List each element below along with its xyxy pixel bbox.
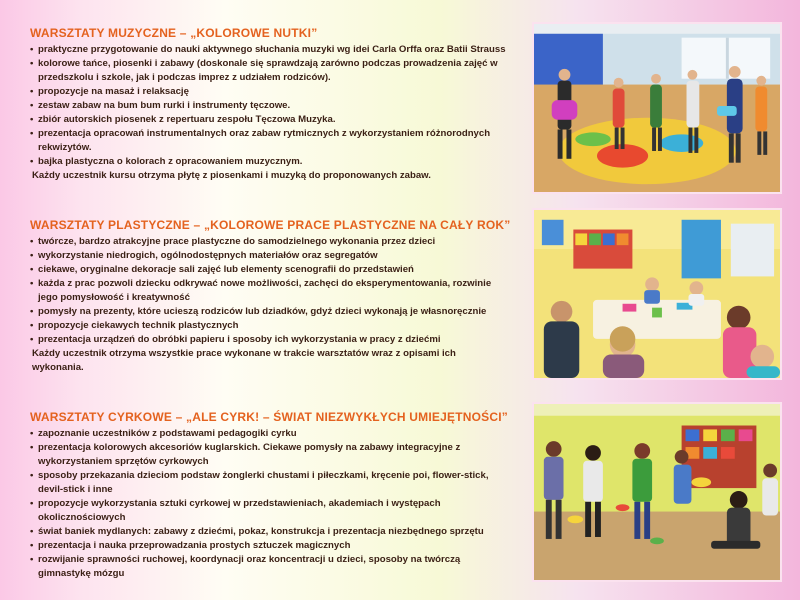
list-item: • propozycje na masaż i relaksację [30, 85, 510, 99]
art-workshop-heading: WARSZTATY PLASTYCZNE – „KOLOROWE PRACE PLASTYCZNE NA CAŁY ROK” [30, 218, 511, 232]
list-item: • zbiór autorskich piosenek z repertuaru zespołu Tęczowa Muzyka. [30, 113, 510, 127]
list-item: • wykorzystanie niedrogich, ogólnodostępnych materiałów oraz segregatów [30, 249, 510, 263]
circus-workshop-list [30, 427, 510, 581]
window [731, 224, 774, 277]
juggler [762, 464, 778, 516]
music-workshop-heading: WARSZTATY MUZYCZNE – „KOLOROWE NUTKI” [30, 26, 318, 40]
art-workshop-closing-note: Każdy uczestnik otrzyma wszystkie prace wykonane w trakcie warsztatów wraz z opisami ich wykonania. [32, 348, 456, 373]
blue-wall-panel [534, 34, 603, 88]
list-item: • kolorowe tańce, piosenki i zabawy (doskonale się sprawdzają zarówno podczas prowadzenia zajęć w przedszkolu i szkole, jak i podczas imprez z udziałem rodziców). [30, 57, 510, 85]
participant [644, 277, 660, 303]
list-item: • zestaw zabaw na bum bum rurki i instrumenty tęczowe. [30, 99, 510, 113]
list-item: • praktyczne przygotowanie do nauki aktywnego słuchania muzyki wg idei Carla Orffa oraz Batii Strauss [30, 43, 510, 57]
craft-class-illustration [534, 210, 780, 378]
music-workshop-section [30, 26, 520, 183]
circus-workshop-heading: WARSZTATY CYRKOWE – „ALE CYRK! – ŚWIAT NIEZWYKŁYCH UMIEJĘTNOŚCI” [30, 410, 508, 424]
dance-class-illustration [534, 24, 780, 192]
list-item: • ciekawe, oryginalne dekoracje sali zajęć lub elementy scenografii do przedstawień [30, 263, 510, 277]
spinning-plate [691, 477, 711, 487]
art-workshop-section [30, 218, 520, 375]
list-item: • prezentacja urządzeń do obróbki papieru i sposoby ich wykorzystania w pracy z dziećmi [30, 333, 510, 347]
art-workshop-photo [532, 208, 782, 380]
list-item: • propozycje ciekawych technik plastycznych [30, 319, 510, 333]
list-item: • twórcze, bardzo atrakcyjne prace plastyczne do samodzielnego wykonania przez dzieci [30, 235, 510, 249]
list-item: • świat baniek mydlanych: zabawy z dziećmi, pokaz, konstrukcja i prezentacja niezbędnego sprzętu [30, 525, 510, 539]
list-item: • prezentacja i nauka przeprowadzania prostych sztuczek magicznych [30, 539, 510, 553]
music-workshop-closing-note: Każdy uczestnik kursu otrzyma płytę z piosenkami i muzyką do proponowanych zabaw. [32, 170, 431, 181]
list-item: • propozycje wykorzystania sztuki cyrkowej w przedstawieniach, akademiach i występach okolicznościowych [30, 497, 510, 525]
list-item: • prezentacja opracowań instrumentalnych oraz zabaw rytmicznych z wykorzystaniem różnorodnych rekwizytów. [30, 127, 510, 155]
music-workshop-photo [532, 22, 782, 194]
list-item: • każda z prac pozwoli dziecku odkrywać nowe możliwości, zachęci do eksperymentowania, rozwinie jego pomysłowość i kreatywność [30, 277, 510, 305]
floor-rug [559, 118, 736, 184]
wall-poster [542, 220, 564, 245]
list-item: • sposoby przekazania dzieciom podstaw żonglerki chustami i piłeczkami, kręcenie poi, flower-stick, devil-stick i inne [30, 469, 510, 497]
list-item: • rozwijanie sprawności ruchowej, koordynacji oraz koncentracji u dzieci, sposoby na twórczą gimnastykę mózgu [30, 553, 510, 581]
spinning-plate [567, 515, 583, 523]
circus-workshop-section [30, 410, 520, 581]
list-item: • zapoznanie uczestników z podstawami pedagogiki cyrku [30, 427, 510, 441]
art-workshop-list [30, 235, 510, 375]
list-item: • prezentacja kolorowych akcesoriów kuglarskich. Ciekawe pomysły na zabawy integracyjne z wykorzystaniem sprzętów cyrkowych [30, 441, 510, 469]
spinning-plate [650, 537, 664, 544]
circus-workshop-photo [532, 402, 782, 582]
cupboard [682, 220, 721, 279]
spinning-plate [616, 504, 630, 511]
list-item: • bajka plastyczna o kolorach z opracowaniem muzycznym. [30, 155, 510, 169]
list-item: • pomysły na prezenty, które ucieszą rodziców lub dziadków, gdyż dzieci wykonają je własnoręcznie [30, 305, 510, 319]
circus-class-illustration [534, 404, 780, 580]
music-workshop-list [30, 43, 510, 183]
